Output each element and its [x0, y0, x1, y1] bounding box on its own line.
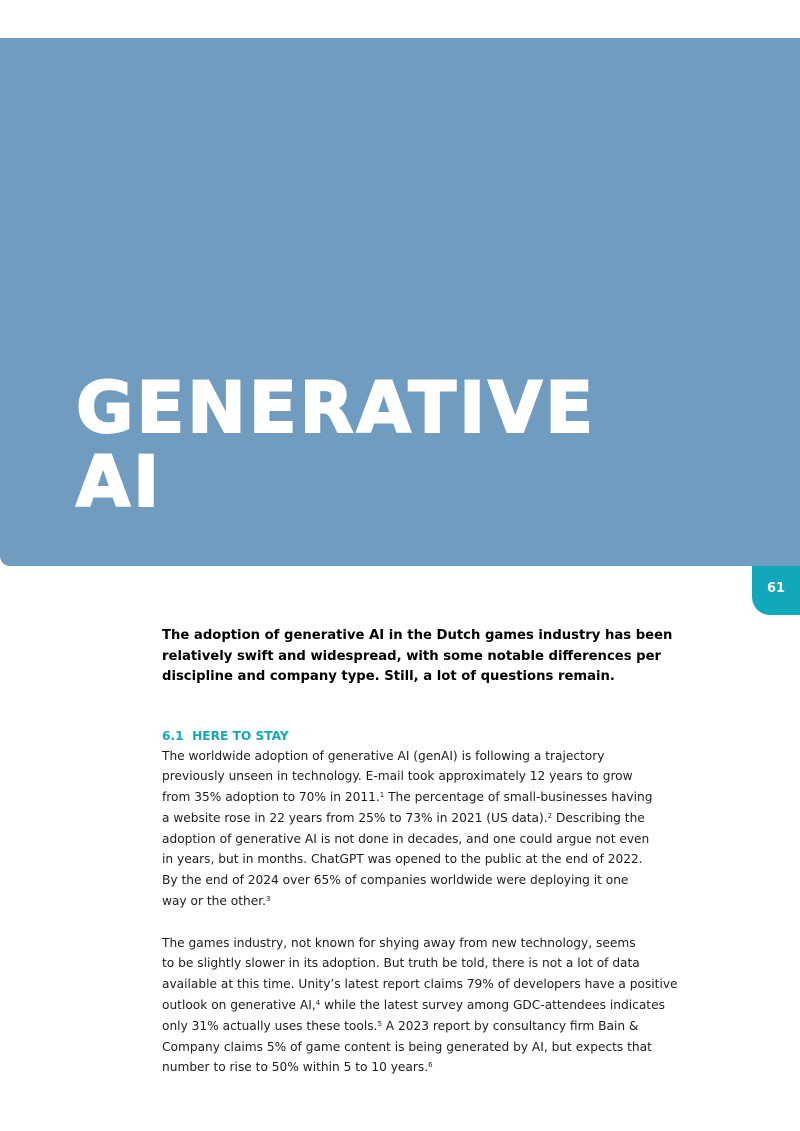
- body-line: number to rise to 50% within 5 to 10 years.$^6$: [162, 1060, 433, 1075]
- body-line: previously unseen in technology. E-mail took approximately 12 years to grow: [162, 769, 633, 784]
- body-line: Company claims 5% of game content is being generated by AI, but expects that: [162, 1039, 652, 1054]
- body-paragraphs: [162, 746, 678, 1079]
- section-number: 6.1: [162, 728, 184, 743]
- page-number-tab: [752, 566, 800, 615]
- main-content: [162, 626, 678, 1078]
- chapter-title: [76, 367, 597, 523]
- body-line: way or the other.$^3$: [162, 894, 271, 909]
- body-line: only 31% actually uses these tools.$^5$ A 2023 report by consultancy firm Bain &: [162, 1018, 639, 1033]
- hero-banner: [0, 38, 800, 566]
- footnote-reference: 6: [428, 1061, 433, 1070]
- chapter-title-line: AI: [76, 441, 163, 523]
- footnote-reference: 3: [265, 895, 271, 904]
- page-number: 61: [766, 581, 786, 596]
- section-heading: [162, 726, 652, 746]
- body-line: outlook on generative AI,$^4$ while the latest survey among GDC-attendees indicates: [162, 998, 665, 1013]
- intro-line: The adoption of generative AI in the Dutch games industry has been: [162, 628, 673, 643]
- footnote-reference: 2: [547, 811, 553, 820]
- body-line: adoption of generative AI is not done in decades, and one could argue not even: [162, 831, 650, 846]
- body-line: to be slightly slower in its adoption. But truth be told, there is not a lot of data: [162, 956, 640, 971]
- chapter-title-line: GENERATIVE: [76, 367, 597, 449]
- footnote-reference: 1: [379, 791, 385, 800]
- body-line: By the end of 2024 over 65% of companies worldwide were deploying it one: [162, 873, 629, 888]
- body-line: a website rose in 22 years from 25% to 73% in 2021 (US data).$^2$ Describing the: [162, 810, 645, 825]
- body-line: The games industry, not known for shying away from new technology, seems: [162, 935, 636, 950]
- intro-paragraph: [162, 626, 673, 688]
- section-title: HERE TO STAY: [192, 728, 289, 743]
- body-line: in years, but in months. ChatGPT was opened to the public at the end of 2022.: [162, 852, 643, 867]
- body-line: from 35% adoption to 70% in 2011.$^1$ The percentage of small-businesses having: [162, 790, 653, 805]
- intro-line: relatively swift and widespread, with some notable differences per: [162, 648, 662, 664]
- footnote-reference: 4: [315, 999, 321, 1008]
- body-paragraph: [162, 933, 678, 1079]
- body-paragraph: [162, 746, 652, 912]
- footnote-reference: 5: [377, 1019, 382, 1028]
- intro-line: discipline and company type. Still, a lot of questions remain.: [162, 669, 615, 684]
- body-line: The worldwide adoption of generative AI (genAI) is following a trajectory: [162, 748, 605, 763]
- body-line: available at this time. Unity’s latest report claims 79% of developers have a positive: [162, 977, 678, 992]
